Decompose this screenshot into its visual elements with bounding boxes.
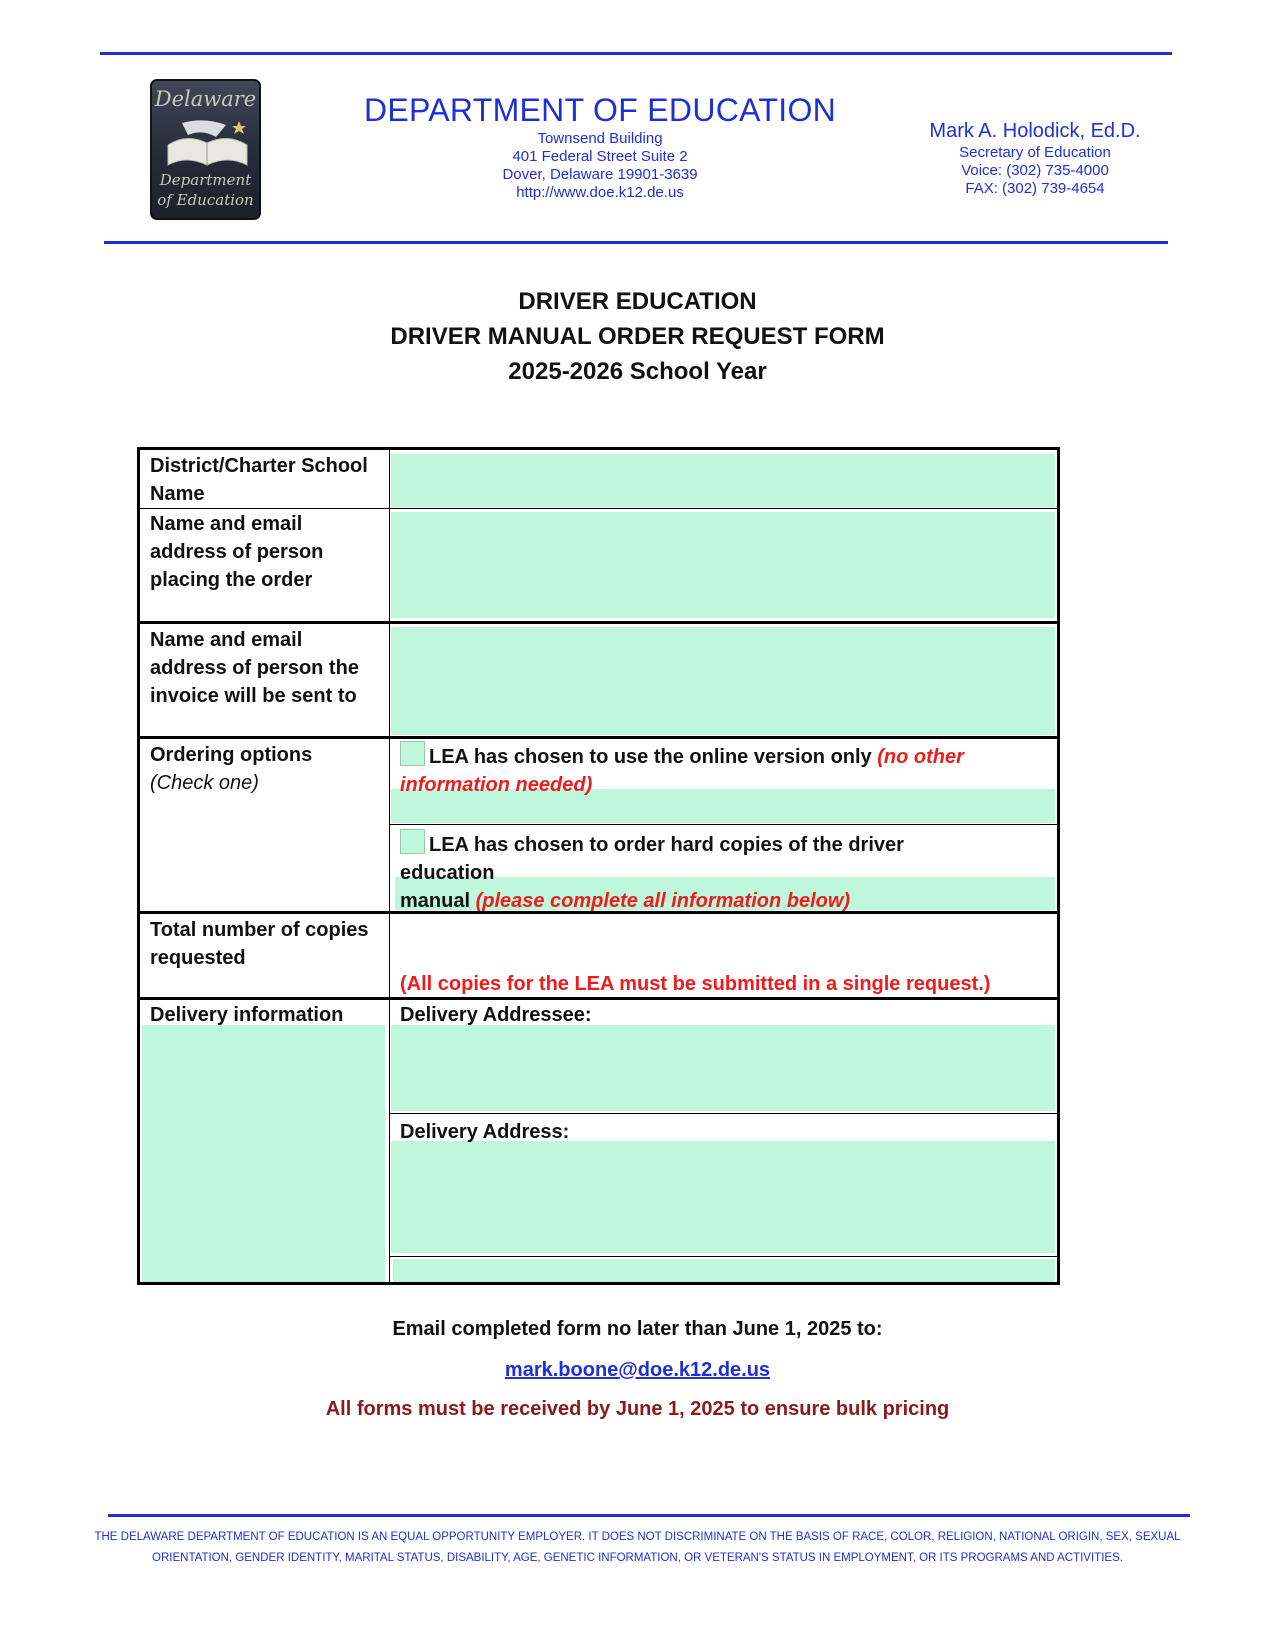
delivery-addressee-label: Delivery Addressee: [400, 1004, 592, 1026]
secretary-title: Secretary of Education [959, 144, 1111, 161]
delivery-address-field[interactable] [391, 1141, 1055, 1253]
title-school-year: 2025-2026 School Year [508, 358, 767, 385]
orderer-label-line-2: address of person [150, 541, 324, 563]
option-hard-text-1: LEA has chosen to order hard copies of the driver education [400, 834, 904, 884]
open-book-icon [164, 115, 251, 171]
copies-label-line-2: requested [150, 947, 246, 969]
orderer-label-line-3: placing the order [150, 569, 313, 591]
ordering-options-label: Ordering options [150, 744, 313, 766]
option-hard-text-2: manual [400, 890, 476, 912]
disclaimer-line-2: ORIENTATION, GENDER IDENTITY, MARITAL STATUS, DISABILITY, AGE, GENETIC INFORMATION, OR VETERAN'S STATUS IN EMPLOYMENT, OR ITS PROGRAMS AND ACTIVITIES. [152, 1552, 1123, 1564]
email-instruction: Email completed form no later than June 1, 2025 to: [392, 1318, 883, 1340]
column-divider [389, 447, 390, 1285]
ordering-options-hint: (Check one) [150, 772, 259, 794]
delivery-extra-field[interactable] [393, 1259, 1055, 1282]
option-online [400, 741, 1000, 799]
address-street: 401 Federal Street Suite 2 [512, 148, 688, 165]
option-hard-copy [400, 829, 1000, 915]
invoice-label-line-2: address of person the [150, 657, 359, 679]
orderer-name-email-field[interactable] [391, 512, 1055, 618]
total-copies-field[interactable] [392, 918, 1052, 966]
address-building: Townsend Building [537, 130, 663, 147]
secretary-name: Mark A. Holodick, Ed.D. [929, 120, 1141, 142]
sub-row-divider [390, 824, 1060, 825]
district-label-line-2: Name [150, 483, 205, 505]
row-divider [137, 508, 1060, 509]
table-border-right [1057, 447, 1060, 1285]
option-hard-note: (please complete all information below) [475, 890, 851, 912]
delivery-addressee-field[interactable] [391, 1025, 1055, 1111]
logo-line-2: Department [159, 171, 252, 189]
invoice-label-line-3: invoice will be sent to [150, 685, 357, 707]
delaware-doe-logo [150, 79, 261, 220]
delivery-address-label: Delivery Address: [400, 1121, 570, 1143]
table-border-left [137, 447, 140, 1285]
online-only-checkbox[interactable] [400, 741, 425, 766]
copies-label-line-1: Total number of copies [150, 919, 369, 941]
district-name-field[interactable] [391, 454, 1055, 507]
delivery-information-field[interactable] [142, 1025, 385, 1282]
header-top-rule [100, 52, 1172, 55]
disclaimer-line-1: THE DELAWARE DEPARTMENT OF EDUCATION IS AN EQUAL OPPORTUNITY EMPLOYER. IT DOES NOT DISCRIMINATE ON THE BASIS OF RACE, COLOR, RELIGION, NATIONAL ORIGIN, SEX, SEXUAL [94, 1531, 1181, 1543]
email-link[interactable]: mark.boone@doe.k12.de.us [504, 1359, 771, 1381]
table-border-top [137, 447, 1060, 450]
invoice-label-line-1: Name and email [150, 629, 303, 651]
row-divider [137, 621, 1060, 624]
option-online-note-2: information needed) [400, 774, 593, 796]
option-online-text: LEA has chosen to use the online version only [429, 746, 878, 768]
secretary-fax: FAX: (302) 739-4654 [965, 180, 1105, 197]
row-divider [137, 736, 1060, 739]
website-link[interactable]: http://www.doe.k12.de.us [516, 184, 684, 201]
copies-note [400, 970, 990, 998]
district-label-line-1: District/Charter School [150, 455, 368, 477]
logo-line-1: Delaware [154, 87, 257, 111]
sub-row-divider [390, 1113, 1060, 1114]
delivery-information-label: Delivery information [150, 1004, 344, 1026]
orderer-label-line-1: Name and email [150, 513, 303, 535]
invoice-name-email-field[interactable] [391, 627, 1055, 735]
sub-row-divider [390, 1256, 1060, 1257]
address-city: Dover, Delaware 19901-3639 [502, 166, 698, 183]
deadline-notice: All forms must be received by June 1, 2025 to ensure bulk pricing [325, 1398, 950, 1420]
table-border-bottom [137, 1282, 1060, 1285]
copies-note-text: (All copies for the LEA must be submitted in a single request.) [400, 973, 991, 995]
option-online-note-1: (no other [877, 746, 964, 768]
secretary-voice: Voice: (302) 735-4000 [961, 162, 1109, 179]
footer-rule [108, 1514, 1190, 1517]
logo-line-3: of Education [157, 191, 254, 209]
header-bottom-rule [104, 241, 1168, 244]
department-title: DEPARTMENT OF EDUCATION [363, 92, 837, 128]
title-order-request-form: DRIVER MANUAL ORDER REQUEST FORM [390, 323, 885, 350]
title-driver-education: DRIVER EDUCATION [518, 288, 757, 315]
hard-copy-checkbox[interactable] [400, 829, 425, 854]
